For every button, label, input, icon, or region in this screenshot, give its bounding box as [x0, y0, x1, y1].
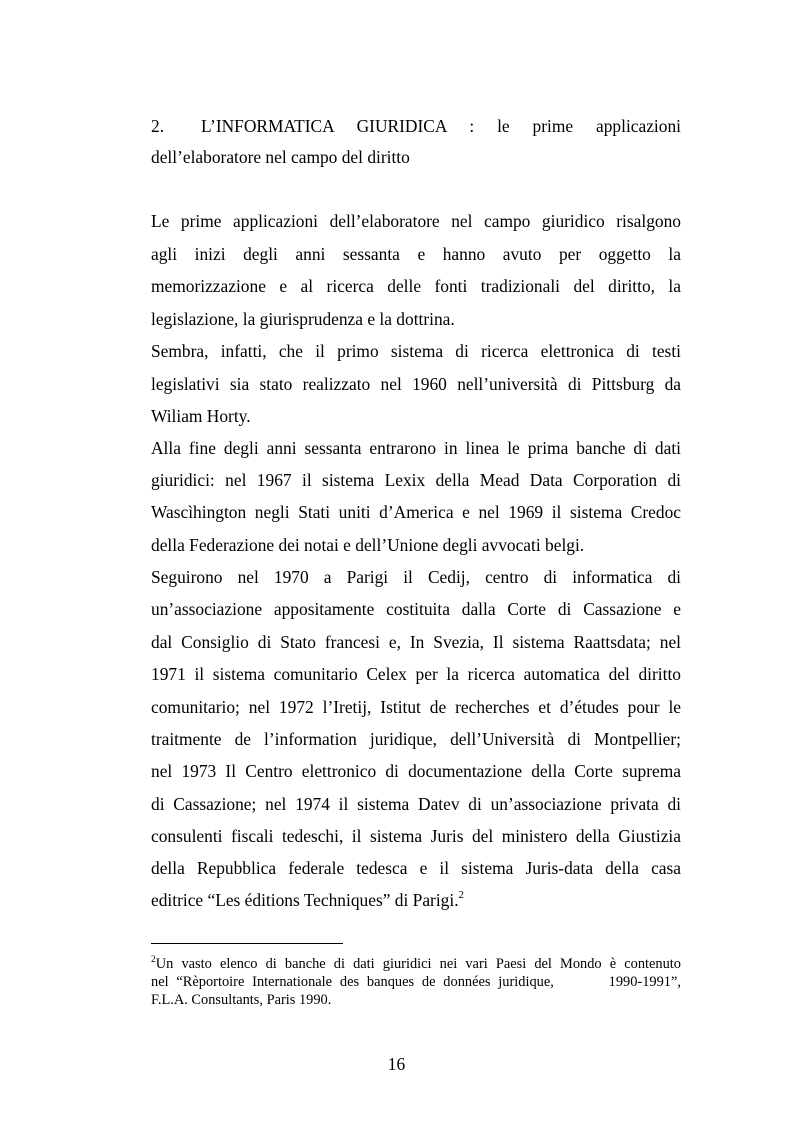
body-line: Alla fine degli anni sessanta entrarono in linea le prima banche di dati	[151, 438, 681, 458]
body-line-text: editrice “Les éditions Techniques” di Parigi.	[151, 890, 459, 910]
body-line: giuridici: nel 1967 il sistema Lexix della Mead Data Corporation di	[151, 470, 681, 490]
body-line: Seguirono nel 1970 a Parigi il Cedij, centro di informatica di	[151, 567, 681, 587]
body-line: memorizzazione e al ricerca delle fonti tradizionali del diritto, la	[151, 276, 681, 296]
footnote-line-3: F.L.A. Consultants, Paris 1990.	[151, 992, 332, 1008]
section-title-line-2: dell’elaboratore nel campo del diritto	[151, 147, 410, 167]
body-line: di Cassazione; nel 1974 il sistema Datev di un’associazione privata di	[151, 794, 681, 814]
body-line: un’associazione appositamente costituita dalla Corte di Cassazione e	[151, 599, 681, 619]
body-line: Wiliam Horty.	[151, 406, 251, 426]
body-line: consulenti fiscali tedeschi, il sistema Juris del ministero della Giustizia	[151, 826, 681, 846]
body-line: dal Consiglio di Stato francesi e, In Svezia, Il sistema Raattsdata; nel	[151, 632, 681, 652]
footnote-reference[interactable]: 2	[458, 889, 465, 902]
body-line: legislativi sia stato realizzato nel 1960 nell’università di Pittsburg da	[151, 374, 681, 394]
body-line: Wascìhington negli Stati uniti d’America e nel 1969 il sistema Credoc	[151, 502, 681, 522]
body-line: Sembra, infatti, che il primo sistema di ricerca elettronica di testi	[151, 341, 681, 361]
body-line: legislazione, la giurisprudenza e la dottrina.	[151, 309, 455, 329]
footnote-mark: 2	[151, 955, 156, 965]
body-line: della Repubblica federale tedesca e il sistema Juris-data della casa	[151, 858, 681, 878]
body-line: nel 1973 Il Centro elettronico di documentazione della Corte suprema	[151, 761, 681, 781]
page-number: 16	[387, 1054, 406, 1074]
body-line: della Federazione dei notai e dell’Unione degli avvocati belgi.	[151, 535, 585, 555]
body-line: 1971 il sistema comunitario Celex per la ricerca automatica del diritto	[151, 664, 681, 684]
body-line: agli inizi degli anni sessanta e hanno avuto per oggetto la	[151, 244, 681, 264]
body-line: traitmente de l’information juridique, dell’Università di Montpellier;	[151, 729, 681, 749]
body-line: comunitario; nel 1972 l’Iretij, Istitut de recherches et d’études pour le	[151, 697, 681, 717]
body-line: Le prime applicazioni dell’elaboratore nel campo giuridico risalgono	[151, 211, 681, 231]
body-line-last	[151, 890, 681, 910]
footnote-line-2: nel “Rèportoire Internationale des banques de données juridique, 1990-1991”,	[151, 974, 681, 990]
footnote-separator	[151, 943, 343, 944]
section-title-line-1: L’INFORMATICA GIURIDICA : le prime applicazioni	[201, 116, 681, 136]
section-number: 2.	[151, 116, 165, 136]
footnote-text: Un vasto elenco di banche di dati giuridici nei vari Paesi del Mondo è contenuto	[155, 956, 681, 972]
footnote-line-1	[151, 955, 681, 975]
